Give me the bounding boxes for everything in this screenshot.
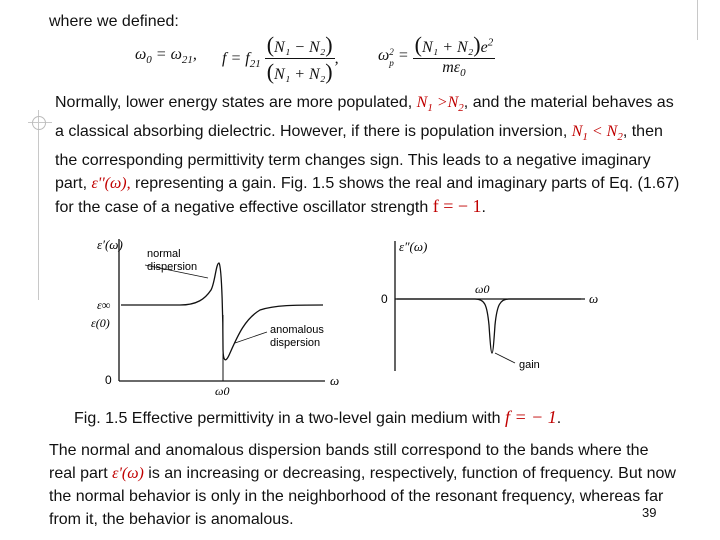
wp-numerator: N₁ + N₂ [422,39,474,56]
left-ylabel: ε′(ω) [97,237,123,252]
anomalous-dispersion-label-line1: anomalous [270,324,324,336]
figure-imaginary-part [375,235,615,375]
equation-omega0: $\omega_0 = \omega_{21}$, [135,46,197,67]
right-ylabel: ε″(ω) [399,239,428,254]
gain-arrow [495,353,515,363]
crosshair-circle-icon [32,116,46,130]
gain-label: gain [519,359,540,371]
anomalous-dispersion-label-line2: dispersion [270,337,321,349]
right-xtick-omega0: ω0 [475,282,490,296]
left-origin-label: 0 [105,373,112,387]
paragraph-population-inversion: Normally, lower energy states are more populated, $N_1 >N_2$, and the material behaves as a classical absorbing dielectric. However, if there is population inversion, $N_1 < N_2$, then the corresponding permittivity term changes sign. This leads to a negative imaginary part, ε''(ω), representing a gain. Fig. 1.5 shows the real and imaginary parts of Eq. (1.67) for the case of a negative effective oscillator strength f = − 1. [55,94,680,217]
right-origin-label: 0 [381,292,388,306]
figure-real-part [85,235,355,395]
right-xlabel: ω [589,291,599,306]
f-numerator: N₁ − N₂ [274,39,326,56]
normal-dispersion-label-line2: dispersion [147,261,198,273]
page-number: 39 [642,505,657,520]
figure-caption: Fig. 1.5 Effective permittivity in a two-level gain medium with f = − 1. [74,407,562,427]
left-xlabel: ω [330,373,340,388]
tick-epsilon-zero: ε(0) [91,316,110,330]
f-denominator: N₁ + N₂ [274,66,326,83]
left-xtick-omega0: ω0 [215,384,230,395]
paragraph-dispersion-bands: The normal and anomalous dispersion bands still correspond to the bands where the real part ε'(ω) is an increasing or decreasing, respectively, function of frequency. But now the normal behavior is only in the neighborhood of the resonant frequency, whereas far from it, the behavior is anomalous. [49,442,676,528]
equation-f: f = f $_{21}$ $\frac{\text{(N₁ − N₂)}}{\text{(N₁ + N₂)}}$ , [222,32,339,84]
imaginary-part-curve [397,299,581,353]
left-vertical-rule [38,110,39,300]
tick-epsilon-inf: ε∞ [97,298,111,312]
top-vertical-rule [697,0,698,40]
equation-plasma-frequency: ω 2 p = $\frac{(N_1 + N_2)e^2}{m\varepsilon_0}$ [378,32,494,80]
intro-text: where we defined: [49,13,179,30]
normal-dispersion-label-line1: normal [147,248,181,260]
